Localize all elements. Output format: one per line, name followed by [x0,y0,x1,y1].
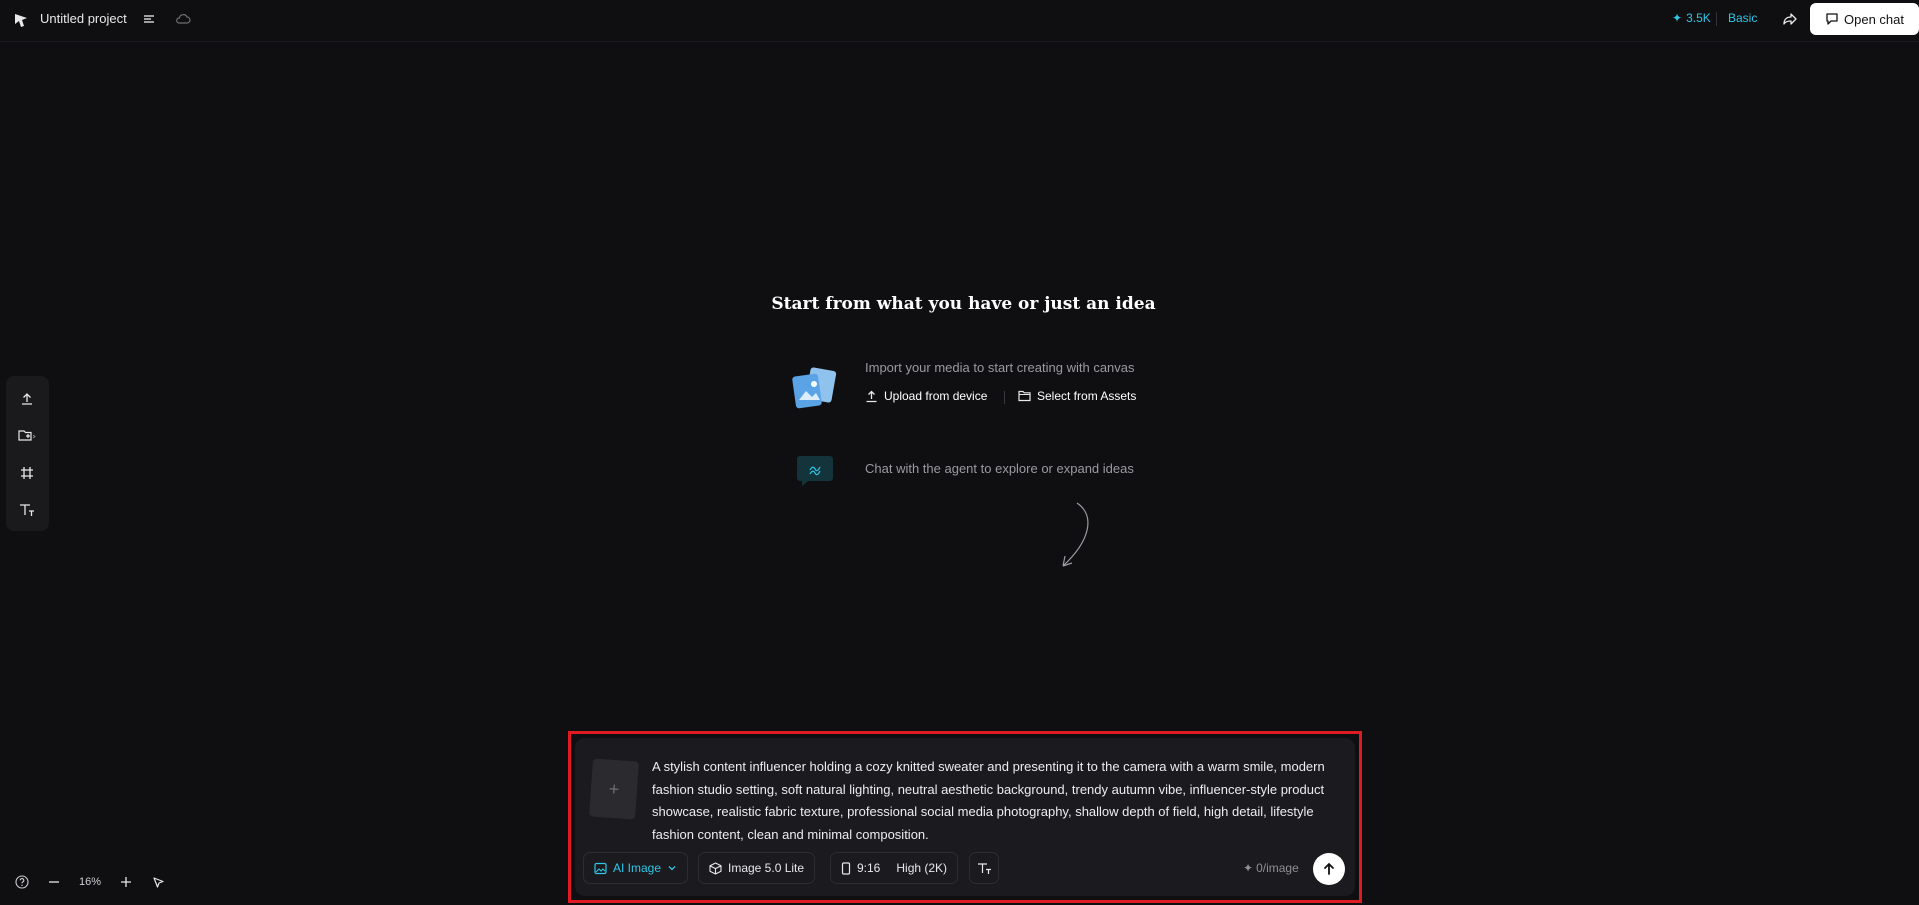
open-chat-label: Open chat [1844,11,1904,27]
text-icon [977,862,992,875]
cloud-sync-icon [174,11,192,27]
zoom-level[interactable]: 16% [79,876,102,888]
media-illustration-icon [790,366,840,410]
agent-chat-icon [796,453,834,487]
link-divider [1004,391,1005,404]
logo-icon[interactable] [12,11,30,29]
upload-label: Upload from device [884,389,988,403]
open-chat-button[interactable] [1810,3,1919,35]
folder-icon [1018,390,1031,402]
model-selector[interactable] [698,852,815,884]
portrait-ratio-icon [841,862,851,875]
add-reference-image-button[interactable] [589,758,639,819]
help-icon[interactable] [14,874,30,890]
import-media-text: Import your media to start creating with canvas [865,360,1135,375]
minus-icon [48,876,60,888]
ratio-label: 9:16 [857,861,881,875]
text-icon[interactable] [17,500,37,520]
zoom-controls [14,872,166,892]
plus-icon: + [608,778,620,799]
sparkle-icon: ✦ [1243,861,1254,875]
quality-label: High (2K) [896,861,948,875]
arrow-doodle-icon [1055,500,1095,570]
sparkle-icon: ✦ [1672,11,1683,25]
prompt-composer [575,738,1355,896]
header-divider [1716,12,1717,26]
chat-icon [1825,12,1839,26]
model-label: Image 5.0 Lite [728,861,805,875]
cube-icon [709,862,722,875]
upload-from-device-link[interactable] [865,389,987,403]
mode-label: AI Image [613,861,662,875]
chat-agent-text: Chat with the agent to explore or expand ideas [865,461,1134,476]
top-bar [0,0,1919,42]
empty-state-title: Start from what you have or just an idea [771,294,1156,314]
frame-icon[interactable] [17,463,37,483]
text-style-button[interactable] [969,852,999,884]
chevron-down-icon [667,863,677,873]
pointer-tool-button[interactable] [150,874,166,890]
menu-icon[interactable] [141,11,157,27]
folder-add-icon[interactable] [17,426,37,446]
pointer-icon [152,876,165,889]
ai-image-mode-dropdown[interactable] [583,852,688,884]
credits-indicator[interactable] [1672,11,1711,25]
share-icon [1782,11,1798,27]
upload-icon[interactable] [17,389,37,409]
send-button[interactable] [1313,853,1345,885]
zoom-in-button[interactable] [118,874,134,890]
prompt-input[interactable]: A stylish content influencer holding a cozy knitted sweater and presenting it to the camera with a warm smile, modern fashion studio setting, soft natural lighting, neutral aesthetic background, trendy autumn vibe, influencer-style product showcase, realistic fabric texture, professional social media photography, shallow depth of field, high detail, lifestyle fashion content, clean and minimal composition. [652,759,1325,842]
aspect-quality-selector[interactable] [830,852,958,884]
select-from-assets-link[interactable] [1018,389,1136,403]
cost-label: 0/image [1256,861,1299,875]
zoom-out-button[interactable] [46,874,62,890]
assets-label: Select from Assets [1037,389,1137,403]
prompt-highlight-frame [568,731,1362,903]
arrow-up-icon [1322,862,1336,876]
plus-icon [120,876,132,888]
plan-badge[interactable]: Basic [1728,11,1758,25]
upload-icon [865,390,878,403]
cost-indicator [1243,861,1299,875]
left-toolbar [6,376,49,531]
credits-value: 3.5K [1686,11,1711,25]
image-icon [594,862,607,875]
project-title[interactable]: Untitled project [40,11,127,26]
share-button[interactable] [1779,8,1801,30]
